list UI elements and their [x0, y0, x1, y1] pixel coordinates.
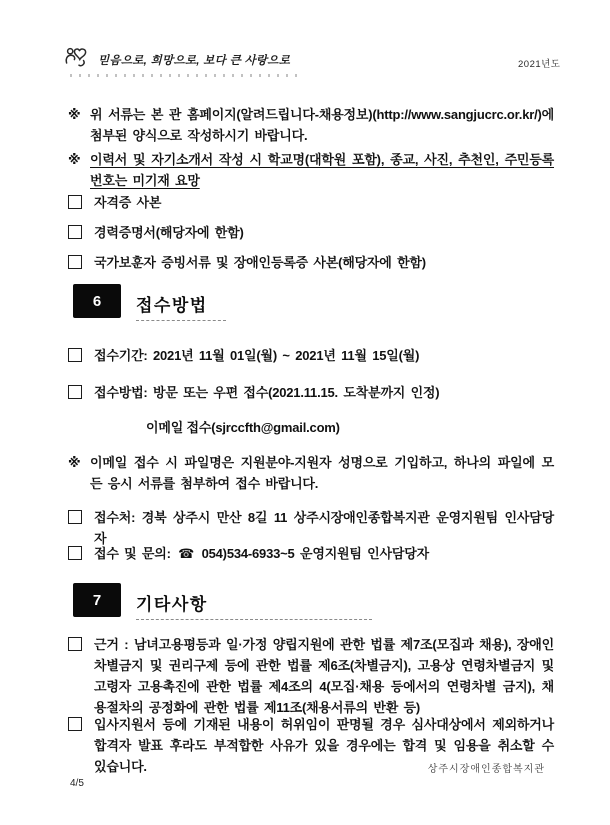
contact-prefix: 접수 및 문의:	[94, 546, 171, 561]
section-number-badge: 6	[74, 285, 120, 317]
note-text: 위 서류는 본 관 홈페이지(알려드립니다-채용정보)(http://www.sangjucrc.or.kr/)에 첨부된 양식으로 작성하시기 바랍니다.	[90, 107, 554, 143]
checklist-item-label: 자격증 사본	[94, 195, 162, 210]
false-info-text: 입사지원서 등에 기재된 내용이 허위임이 판명될 경우 심사대상에서 제외하거나 합격자 발표 후라도 부적합한 사유가 있을 경우에는 합격 및 임용을 취소할 수 있습니다.	[94, 717, 554, 774]
legal-basis-text: 근거 : 남녀고용평등과 일·가정 양립지원에 관한 법률 제7조(모집과 채용), 장애인 차별금지 및 권리구제 등에 관한 법률 제6조(차별금지), 고용상 연령차별금지 및 고령자 고용촉진에 관한 법률 제4조의 4(모집·채용 등에서의 연령차별 금지), 채용절차의 공정화에 관한 법률 제11조(채용서류의 반환 등)	[94, 637, 554, 715]
apply-contact-row	[68, 543, 554, 564]
note-marker: ※	[68, 152, 81, 167]
section-underline	[136, 619, 372, 620]
checklist-item	[68, 192, 554, 213]
year-label: 2021년도	[518, 59, 561, 70]
page-number: 4/5	[70, 778, 84, 789]
section-number-badge: 7	[74, 584, 120, 616]
apply-method-row	[68, 382, 554, 403]
telephone-icon: ☎	[178, 546, 195, 561]
apply-address-text: 접수처: 경북 상주시 만산 8길 11 상주시장애인종합복지관 운영지원팀 인사담당자	[94, 510, 554, 546]
section-underline	[136, 320, 226, 321]
checklist-item-label: 경력증명서(해당자에 한함)	[94, 225, 244, 240]
note-text-underlined: 이력서 및 자기소개서 작성 시 학교명(대학원 포함), 종교, 사진, 추천인, 주민등록번호는 미기재 요망	[90, 152, 554, 188]
checkbox-icon	[68, 385, 82, 399]
email-note-text: 이메일 접수 시 파일명은 지원분야-지원자 성명으로 기입하고, 하나의 파일에 모든 응시 서류를 첨부하여 접수 바랍니다.	[90, 455, 554, 491]
note-resume-guideline	[68, 149, 554, 191]
checkbox-icon	[68, 717, 82, 731]
org-logo-icon	[64, 46, 91, 74]
checklist-item	[68, 222, 554, 243]
contact-phone: 054)534-6933~5 운영지원팀 인사담당자	[201, 546, 429, 561]
apply-method-text: 접수방법: 방문 또는 우편 접수(2021.11.15. 도착분까지 인정)	[94, 385, 440, 400]
checkbox-icon	[68, 225, 82, 239]
note-marker: ※	[68, 107, 81, 122]
section-title: 기타사항	[136, 595, 208, 614]
note-marker: ※	[68, 455, 81, 470]
slogan-subtext-artifact	[70, 74, 300, 77]
note-homepage	[68, 104, 554, 146]
checkbox-icon	[68, 255, 82, 269]
checkbox-icon	[68, 348, 82, 362]
header-slogan: 믿음으로, 희망으로, 보다 큰 사랑으로	[98, 55, 291, 67]
apply-contact-text	[94, 543, 554, 564]
checkbox-icon	[68, 637, 82, 651]
section-apply-header	[74, 285, 226, 321]
legal-basis-row	[68, 634, 554, 718]
footer-organization: 상주시장애인종합복지관	[427, 764, 545, 775]
checkbox-icon	[68, 546, 82, 560]
apply-email-line: 이메일 접수(sjrccfth@gmail.com)	[146, 420, 340, 435]
checklist-item	[68, 252, 554, 273]
section-title: 접수방법	[136, 296, 208, 315]
apply-period-row	[68, 345, 554, 366]
section-etc-header	[74, 584, 372, 620]
email-note-row	[68, 452, 554, 494]
checkbox-icon	[68, 195, 82, 209]
checkbox-icon	[68, 510, 82, 524]
checklist-item-label: 국가보훈자 증빙서류 및 장애인등록증 사본(해당자에 한함)	[94, 255, 426, 270]
apply-period-text: 접수기간: 2021년 11월 01일(월) ~ 2021년 11월 15일(월)	[94, 348, 420, 363]
header	[64, 46, 290, 74]
